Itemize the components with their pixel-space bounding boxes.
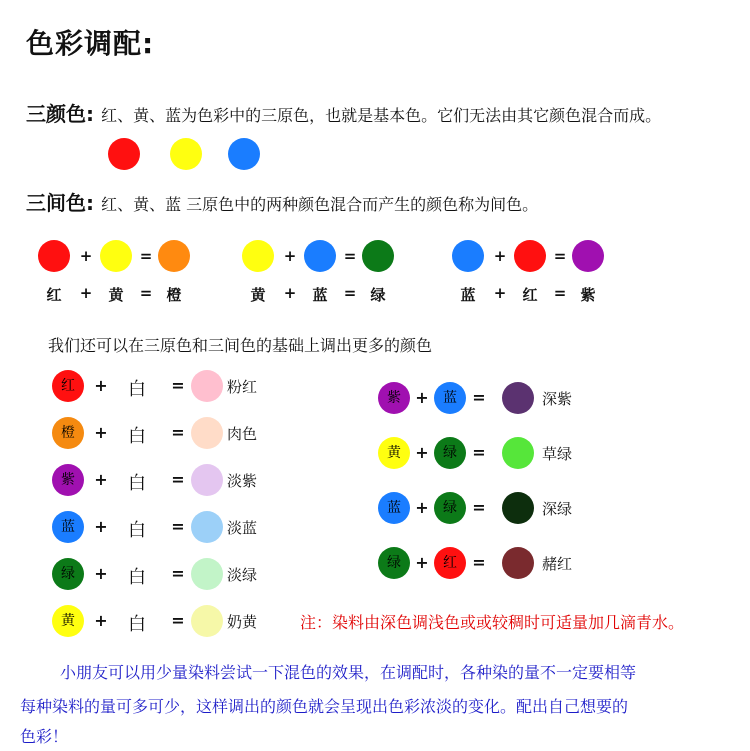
equals-sign: = (139, 247, 153, 265)
equals-sign: = (472, 553, 486, 572)
combo-result-name: 草绿 (542, 445, 573, 463)
more-colors-title: 我们还可以在三原色和三间色的基础上调出更多的颜色 (48, 336, 433, 355)
equals-sign: = (171, 517, 185, 536)
secondary-label: 三间色: (26, 191, 94, 215)
plus-sign: + (94, 376, 108, 395)
plus-sign: + (94, 470, 108, 489)
white-label: 白 (128, 567, 146, 588)
combo-dot-a: 绿 (378, 547, 410, 579)
equals-sign: = (343, 247, 357, 265)
tint-source-dot: 黄 (52, 605, 84, 637)
mix-dot (452, 240, 484, 272)
white-label: 白 (128, 473, 146, 494)
combo-dot-a: 蓝 (378, 492, 410, 524)
plus-sign: + (94, 611, 108, 630)
tint-result-name: 淡绿 (227, 566, 258, 584)
mix-dot (158, 240, 190, 272)
tint-result-name: 粉红 (227, 378, 258, 396)
combo-dot-b: 红 (434, 547, 466, 579)
tint-result-dot (191, 370, 223, 402)
mix-dot (514, 240, 546, 272)
secondary-text: 红、黄、蓝 三原色中的两种颜色混合而产生的颜色称为间色。 (101, 195, 539, 214)
tint-result-dot (191, 511, 223, 543)
mix-caption: 红 (522, 286, 538, 304)
plus-sign: + (415, 553, 429, 572)
combo-dot-b: 绿 (434, 437, 466, 469)
equals-sign: = (171, 564, 185, 583)
combo-result-dot (502, 382, 534, 414)
tint-result-dot (191, 558, 223, 590)
mix-caption: 蓝 (312, 286, 328, 304)
caption-plus: + (493, 284, 507, 302)
mix-caption: 红 (46, 286, 62, 304)
caption-equals: = (343, 284, 357, 302)
mix-dot (38, 240, 70, 272)
mix-dot (304, 240, 336, 272)
combo-dot-b: 绿 (434, 492, 466, 524)
plus-sign: + (415, 498, 429, 517)
equals-sign: = (472, 388, 486, 407)
combo-result-name: 赭红 (542, 555, 573, 573)
paragraph-line-2: 每种染料的量可多可少，这样调出的颜色就会呈现出色彩浓淡的变化。配出自己想要的 (20, 697, 629, 716)
caption-plus: + (79, 284, 93, 302)
mix-caption: 蓝 (460, 286, 476, 304)
caption-equals: = (553, 284, 567, 302)
equals-sign: = (171, 470, 185, 489)
white-label: 白 (128, 614, 146, 635)
primary-colors-line (26, 98, 661, 127)
equals-sign: = (553, 247, 567, 265)
combo-result-name: 深紫 (542, 390, 573, 408)
plus-sign: + (415, 443, 429, 462)
tint-result-name: 淡紫 (227, 472, 258, 490)
combo-result-dot (502, 437, 534, 469)
tint-source-dot: 蓝 (52, 511, 84, 543)
plus-sign: + (79, 247, 93, 265)
mix-caption: 橙 (166, 286, 182, 304)
mix-dot (100, 240, 132, 272)
tint-source-dot: 紫 (52, 464, 84, 496)
plus-sign: + (283, 247, 297, 265)
combo-dot-b: 蓝 (434, 382, 466, 414)
page-title: 色彩调配: (26, 27, 155, 60)
tint-result-dot (191, 417, 223, 449)
white-label: 白 (128, 379, 146, 400)
tint-result-name: 奶黄 (227, 613, 258, 631)
tint-result-name: 淡蓝 (227, 519, 258, 537)
combo-dot-a: 紫 (378, 382, 410, 414)
secondary-colors-line (26, 187, 538, 216)
combo-result-name: 深绿 (542, 500, 573, 518)
plus-sign: + (94, 423, 108, 442)
mix-dot (362, 240, 394, 272)
primary-color-dot (108, 138, 140, 170)
tint-result-dot (191, 464, 223, 496)
primary-label: 三颜色: (26, 102, 94, 126)
combo-result-dot (502, 547, 534, 579)
combo-dot-a: 黄 (378, 437, 410, 469)
mix-caption: 紫 (580, 286, 596, 304)
paragraph-line-3: 色彩！ (20, 727, 69, 746)
tint-source-dot: 红 (52, 370, 84, 402)
tint-source-dot: 橙 (52, 417, 84, 449)
equals-sign: = (171, 376, 185, 395)
white-label: 白 (128, 520, 146, 541)
paragraph-line-1: 小朋友可以用少量染料尝试一下混色的效果，在调配时，各种染的量不一定要相等 (60, 663, 637, 682)
equals-sign: = (472, 498, 486, 517)
equals-sign: = (171, 423, 185, 442)
white-label: 白 (128, 426, 146, 447)
primary-text: 红、黄、蓝为色彩中的三原色，也就是基本色。它们无法由其它颜色混合而成。 (101, 106, 662, 125)
equals-sign: = (472, 443, 486, 462)
primary-color-dot (228, 138, 260, 170)
equals-sign: = (171, 611, 185, 630)
tint-result-dot (191, 605, 223, 637)
mix-caption: 黄 (250, 286, 266, 304)
mix-dot (242, 240, 274, 272)
mix-caption: 黄 (108, 286, 124, 304)
caption-equals: = (139, 284, 153, 302)
note-text: 注：染料由深色调浅色或或较稠时可适量加几滴青水。 (300, 613, 685, 632)
tint-result-name: 肉色 (227, 425, 258, 443)
primary-color-dot (170, 138, 202, 170)
caption-plus: + (283, 284, 297, 302)
mix-caption: 绿 (370, 286, 386, 304)
plus-sign: + (493, 247, 507, 265)
plus-sign: + (415, 388, 429, 407)
combo-result-dot (502, 492, 534, 524)
plus-sign: + (94, 564, 108, 583)
plus-sign: + (94, 517, 108, 536)
tint-source-dot: 绿 (52, 558, 84, 590)
mix-dot (572, 240, 604, 272)
